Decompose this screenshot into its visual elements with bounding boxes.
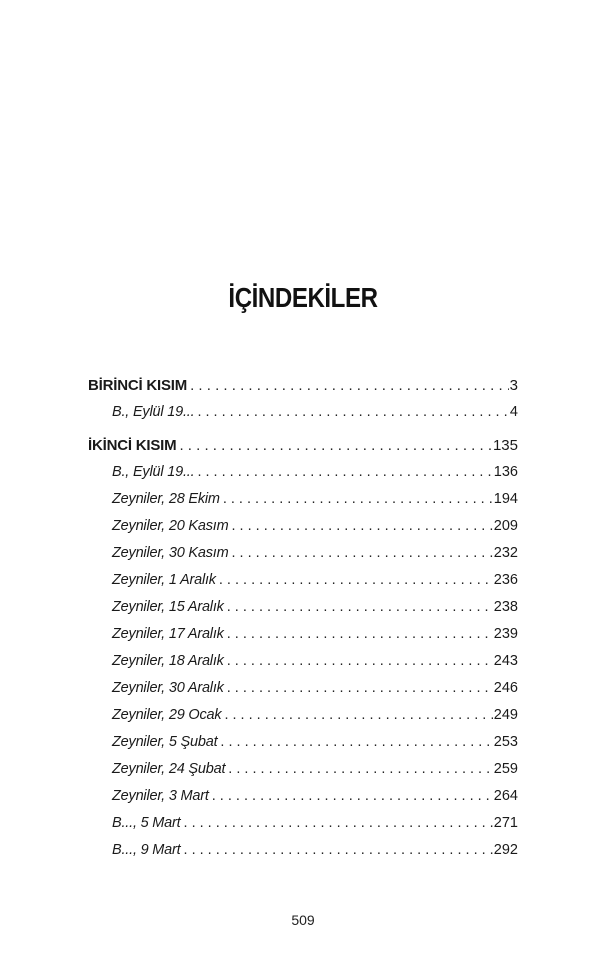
toc-entry-label: Zeyniler, 29 Ocak [112, 707, 222, 723]
toc-entry [88, 540, 518, 567]
toc-entry-page: 249 [493, 707, 518, 723]
toc-entry [88, 648, 518, 675]
toc-entry-page: 236 [493, 572, 518, 588]
toc-entry-label: Zeyniler, 3 Mart [112, 788, 209, 804]
toc-entry [88, 702, 518, 729]
toc-entry-label: Zeyniler, 30 Aralık [112, 680, 224, 696]
toc-entry-page: 292 [493, 842, 518, 858]
toc-entry [88, 810, 518, 837]
toc-entry-page: 238 [493, 599, 518, 615]
toc-entry-page: 194 [493, 491, 518, 507]
toc-entry [88, 756, 518, 783]
toc-entry-label: Zeyniler, 17 Aralık [112, 626, 224, 642]
toc-entry-page: 136 [493, 464, 518, 480]
toc-entry [88, 675, 518, 702]
toc-entry-label: Zeyniler, 1 Aralık [112, 572, 216, 588]
toc-entry-page: 259 [493, 761, 518, 777]
toc-entry-label: BİRİNCİ KISIM [88, 377, 188, 394]
toc-entry-label: Zeyniler, 24 Şubat [112, 761, 226, 777]
toc-entry [88, 783, 518, 810]
dot-leader [227, 621, 493, 648]
table-of-contents [88, 372, 518, 864]
dot-leader [219, 567, 493, 594]
toc-entry-label: B., Eylül 19... [112, 464, 195, 480]
toc-entry-label: İKİNCİ KISIM [88, 437, 177, 454]
toc-entry-page: 243 [493, 653, 518, 669]
dot-leader [224, 702, 492, 729]
toc-entry-page: 271 [493, 815, 518, 831]
toc-entry [88, 486, 518, 513]
toc-entry-label: Zeyniler, 30 Kasım [112, 545, 229, 561]
dot-leader [179, 432, 492, 459]
toc-entry-page: 4 [509, 404, 518, 420]
toc-entry-part [88, 432, 518, 459]
toc-entry-label: Zeyniler, 28 Ekim [112, 491, 220, 507]
toc-entry-page: 135 [492, 437, 518, 454]
dot-leader [227, 675, 493, 702]
toc-entry-page: 209 [493, 518, 518, 534]
toc-entry [88, 459, 518, 486]
toc-entry [88, 621, 518, 648]
toc-entry [88, 729, 518, 756]
toc-entry [88, 567, 518, 594]
toc-entry-page: 3 [509, 377, 518, 394]
dot-leader [190, 372, 509, 399]
dot-leader [220, 729, 492, 756]
toc-entry-part [88, 372, 518, 399]
dot-leader [212, 783, 493, 810]
dot-leader [227, 594, 493, 621]
toc-entry [88, 399, 518, 426]
toc-entry-page: 253 [493, 734, 518, 750]
dot-leader [231, 513, 492, 540]
toc-entry-page: 232 [493, 545, 518, 561]
toc-entry-label: B..., 5 Mart [112, 815, 181, 831]
toc-entry-label: Zeyniler, 18 Aralık [112, 653, 224, 669]
dot-leader [197, 459, 492, 486]
toc-entry-label: Zeyniler, 15 Aralık [112, 599, 224, 615]
page-title: İÇİNDEKİLER [228, 282, 378, 313]
toc-entry-page: 246 [493, 680, 518, 696]
toc-entry [88, 513, 518, 540]
toc-entry-label: B..., 9 Mart [112, 842, 181, 858]
toc-entry [88, 594, 518, 621]
toc-entry [88, 837, 518, 864]
dot-leader [223, 486, 493, 513]
dot-leader [184, 837, 493, 864]
dot-leader [227, 648, 493, 675]
dot-leader [231, 540, 492, 567]
dot-leader [184, 810, 493, 837]
toc-entry-label: B., Eylül 19... [112, 404, 195, 420]
toc-entry-page: 264 [493, 788, 518, 804]
dot-leader [197, 399, 508, 426]
toc-entry-page: 239 [493, 626, 518, 642]
toc-entry-label: Zeyniler, 20 Kasım [112, 518, 229, 534]
toc-entry-label: Zeyniler, 5 Şubat [112, 734, 218, 750]
dot-leader [228, 756, 493, 783]
page-number: 509 [291, 912, 315, 928]
